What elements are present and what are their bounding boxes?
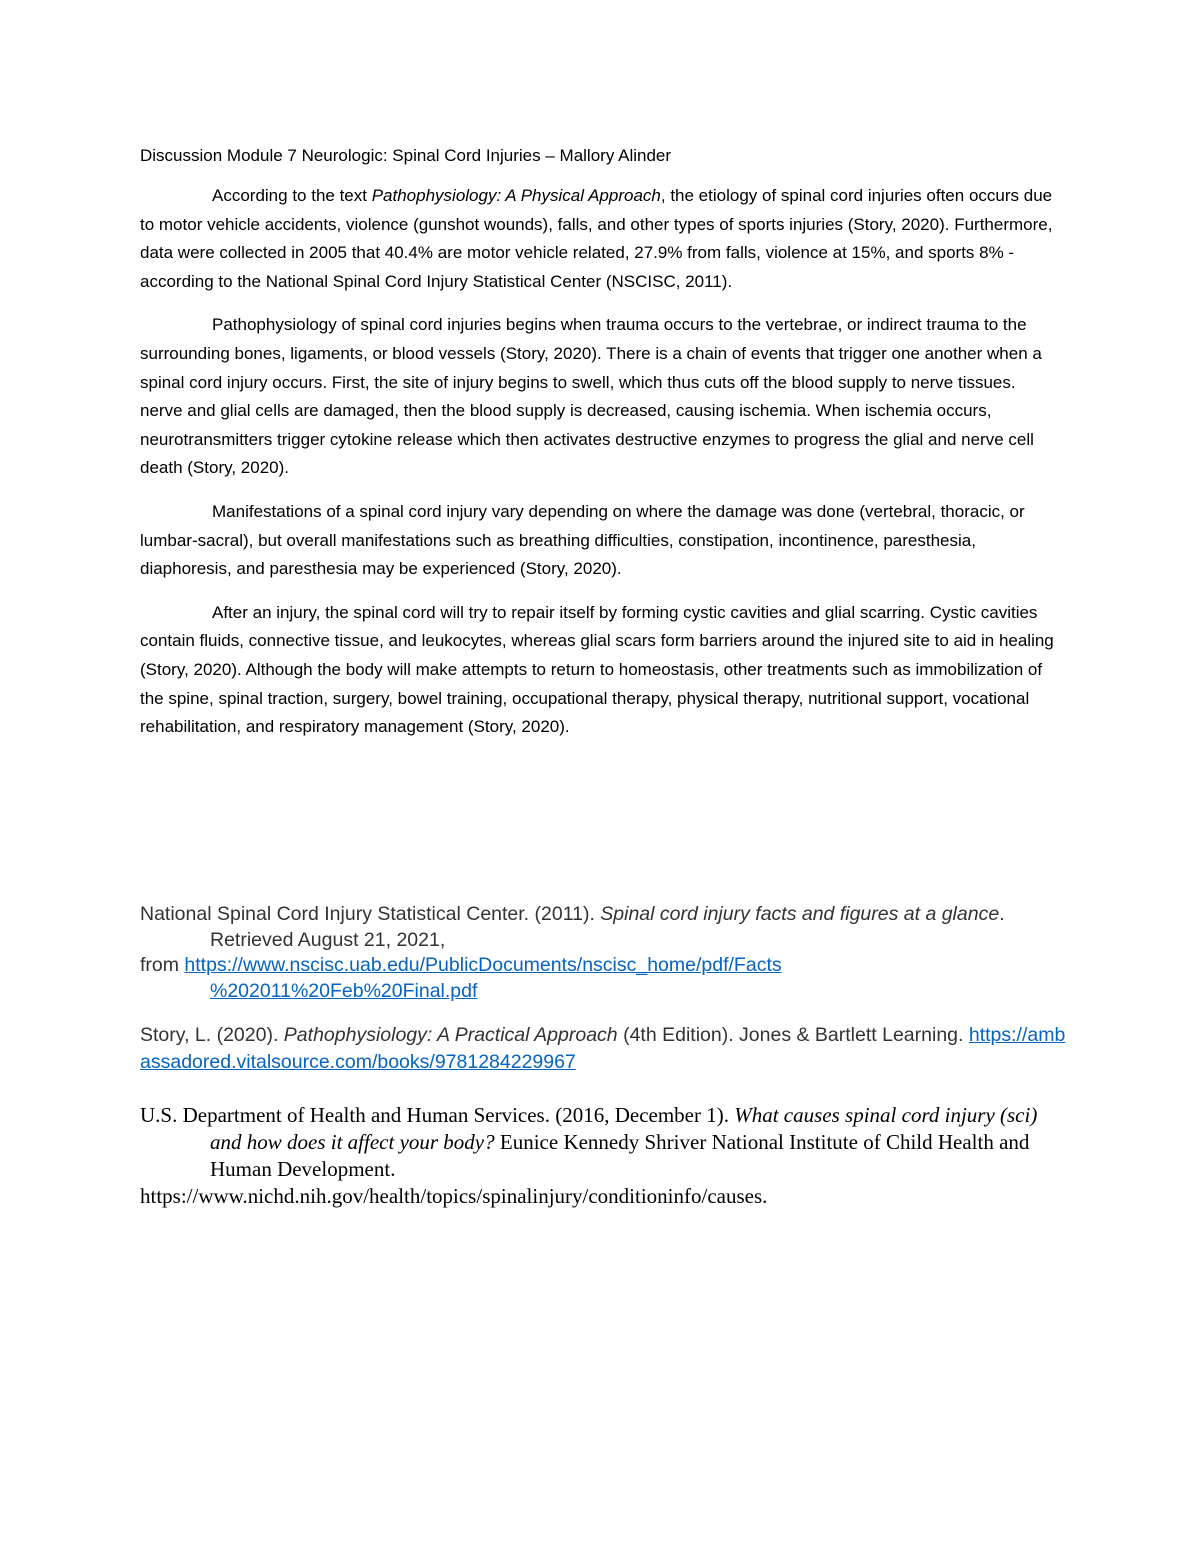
reference-hhs-url: https://www.nichd.nih.gov/health/topics/spinalinjury/conditioninfo/causes. — [140, 1184, 768, 1208]
textbook-title: Pathophysiology: A Physical Approach — [371, 186, 661, 205]
reference-nscisc-source — [140, 953, 1070, 1004]
paragraph-etiology-text: , the etiology of spinal cord injuries often occurs due to motor vehicle accidents, violence (gunshot wounds), falls, and other types of sports injuries (Story, 2020). Furthermore, data were collected in 2005 that 40.4% are motor vehicle related, 27.9% from falls, violence at 15%, and sports 8% - according to the National Spinal Cord Injury Statistical Center (NSCISC, 2011). — [140, 186, 1053, 291]
reference-nscisc-link-line2: %202011%20Feb%20Final.pdf — [210, 979, 478, 1002]
reference-nscisc-retrieved: . Retrieved August 21, 2021, — [210, 903, 1005, 951]
document-body — [140, 142, 1060, 757]
reference-hhs-author: U.S. Department of Health and Human Services. (2016, December 1). — [140, 1103, 735, 1127]
paragraph-etiology-intro: According to the text — [212, 186, 372, 205]
paragraph-treatment: After an injury, the spinal cord will try to repair itself by forming cystic cavities and glial scarring. Cystic cavities contain fluids, connective tissue, and leukocytes, whereas glial scars form barriers around the injured site to aid in healing (Story, 2020). Although the body will make attempts to return to homeostasis, other treatments such as immobilization of the spine, spinal traction, surgery, bowel training, occupational therapy, physical therapy, nutritional support, vocational rehabilitation, and respiratory management (Story, 2020). — [140, 602, 1054, 737]
reference-story-title: Pathophysiology: A Practical Approach — [283, 1024, 618, 1046]
reference-nscisc-link-line1: https://www.nscisc.uab.edu/PublicDocuments/nscisc_home/pdf/Facts — [184, 954, 782, 976]
reference-hhs-title: What causes spinal cord injury (sci) and how does it affect your body? — [210, 1103, 1038, 1154]
reference-nscisc-link[interactable] — [184, 954, 781, 1002]
reference-list — [140, 902, 1070, 1224]
paragraph-etiology — [140, 182, 1060, 296]
reference-hhs-publisher: Eunice Kennedy Shriver National Institute of Child Health and Human Development. — [210, 1130, 1030, 1181]
reference-story-publisher: (4th Edition). Jones & Bartlett Learning. — [617, 1024, 969, 1046]
reference-nscisc-title: Spinal cord injury facts and figures at a glance — [600, 903, 1000, 925]
reference-story — [140, 1022, 1070, 1076]
reference-hhs — [140, 1102, 1070, 1210]
reference-story-author: Story, L. (2020). — [140, 1024, 284, 1046]
paragraph-manifestations: Manifestations of a spinal cord injury vary depending on where the damage was done (vertebral, thoracic, or lumbar-sacral), but overall manifestations such as breathing difficulties, constipation, incontinence, paresthesia, diaphoresis, and paresthesia may be experienced (Story, 2020). — [140, 501, 1025, 579]
reference-story-link[interactable]: https://ambassadored.vitalsource.com/books/9781284229967 — [140, 1024, 1066, 1073]
reference-nscisc-author: National Spinal Cord Injury Statistical Center. (2011). — [140, 903, 601, 925]
reference-nscisc — [140, 902, 1070, 1004]
reference-nscisc-from: from — [140, 954, 185, 976]
paragraph-pathophysiology: Pathophysiology of spinal cord injuries begins when trauma occurs to the vertebrae, or indirect trauma to the surrounding bones, ligaments, or blood vessels (Story, 2020). There is a chain of events that trigger one another when a spinal cord injury occurs. First, the site of injury begins to swell, which thus cuts off the blood supply to nerve tissues. nerve and glial cells are damaged, then the blood supply is decreased, causing ischemia. When ischemia occurs, neurotransmitters trigger cytokine release which then activates destructive enzymes to progress the glial and nerve cell death (Story, 2020). — [140, 315, 1042, 478]
document-title: Discussion Module 7 Neurologic: Spinal Cord Injuries – Mallory Alinder — [140, 146, 672, 165]
